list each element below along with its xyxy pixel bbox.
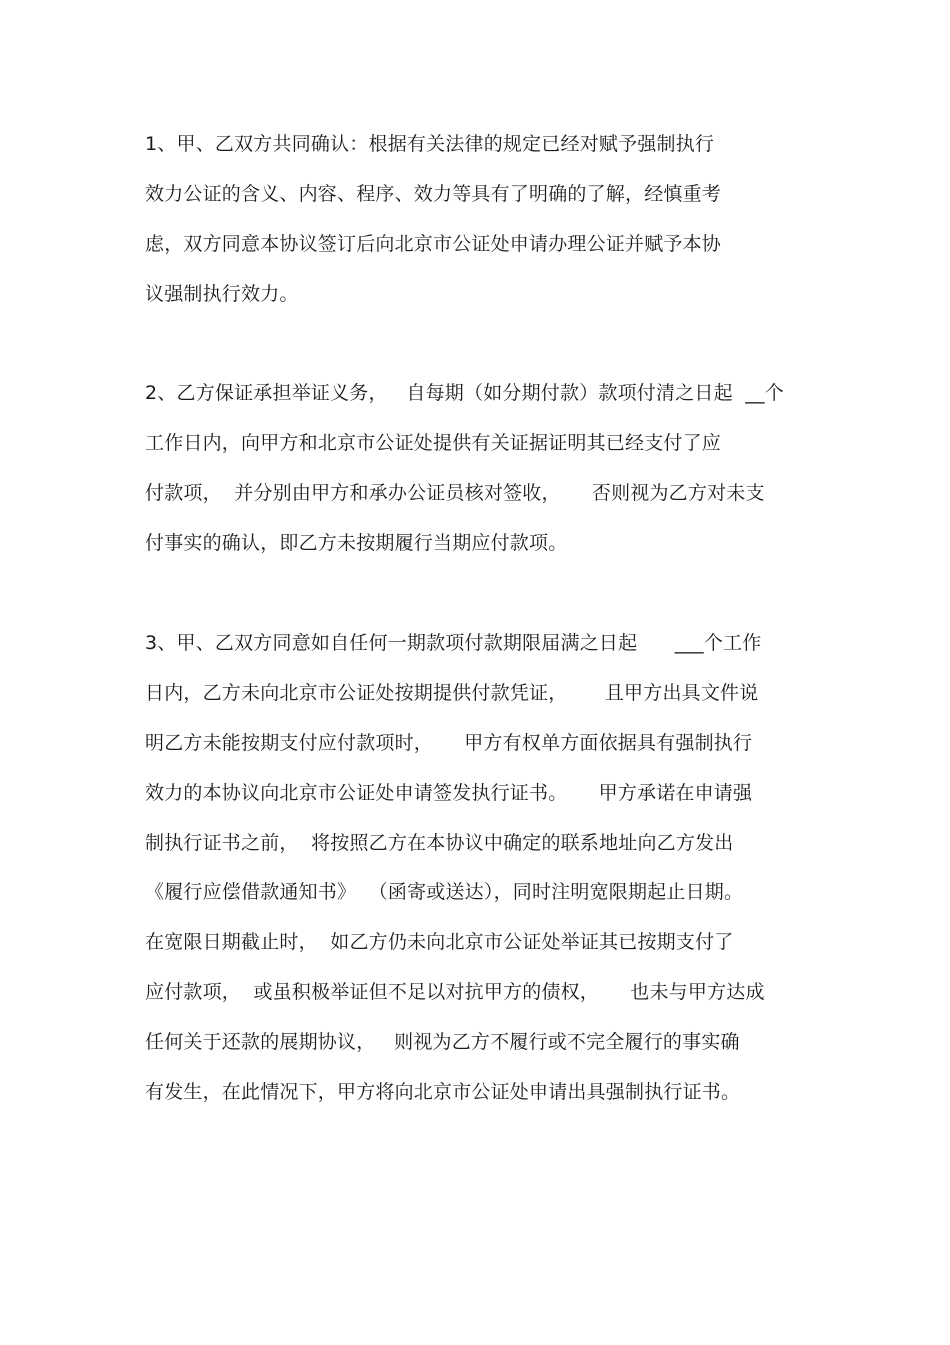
- paragraph-line: 效力公证的含义、内容、程序、效力等具有了明确的了解，经慎重考: [145, 183, 722, 205]
- paragraph-line: 付事实的确认，即乙方未按期履行当期应付款项。: [145, 532, 568, 554]
- paragraph-line: 效力的本协议向北京市公证处申请签发执行证书。 甲方承诺在申请强: [145, 782, 753, 804]
- paragraph-line: 有发生，在此情况下，甲方将向北京市公证处申请出具强制执行证书。: [145, 1081, 741, 1103]
- paragraph-line: 工作日内，向甲方和北京市公证处提供有关证据证明其已经支付了应: [145, 432, 722, 454]
- paragraph-line: 日内，乙方未向北京市公证处按期提供付款凭证， 且甲方出具文件说: [145, 682, 759, 704]
- paragraph-line: 应付款项， 或虽积极举证但不足以对抗甲方的债权， 也未与甲方达成: [145, 981, 765, 1003]
- paragraph-line: 2、乙方保证承担举证义务， 自每期（如分期付款）款项付清之日起 __个: [145, 382, 784, 404]
- paragraph-line: 在宽限日期截止时， 如乙方仍未向北京市公证处举证其已按期支付了: [145, 931, 734, 953]
- paragraph-line: 1、甲、乙双方共同确认：根据有关法律的规定已经对赋予强制执行: [145, 133, 715, 155]
- paragraph-line: 制执行证书之前， 将按照乙方在本协议中确定的联系地址向乙方发出: [145, 832, 734, 854]
- paragraph-line: 3、甲、乙双方同意如自任何一期款项付款期限届满之日起 ___个工作: [145, 632, 762, 654]
- paragraph-line: 虑，双方同意本协议签订后向北京市公证处申请办理公证并赋予本协: [145, 233, 722, 255]
- paragraph-line: 《履行应偿借款通知书》 （函寄或送达），同时注明宽限期起止日期。: [145, 881, 744, 903]
- paragraph-line: 任何关于还款的展期协议， 则视为乙方不履行或不完全履行的事实确: [145, 1031, 740, 1053]
- paragraph-line: 付款项， 并分别由甲方和承办公证员核对签收， 否则视为乙方对未支: [145, 482, 765, 504]
- paragraph-line: 明乙方未能按期支付应付款项时， 甲方有权单方面依据具有强制执行: [145, 732, 753, 754]
- paragraph-line: 议强制执行效力。: [145, 283, 299, 305]
